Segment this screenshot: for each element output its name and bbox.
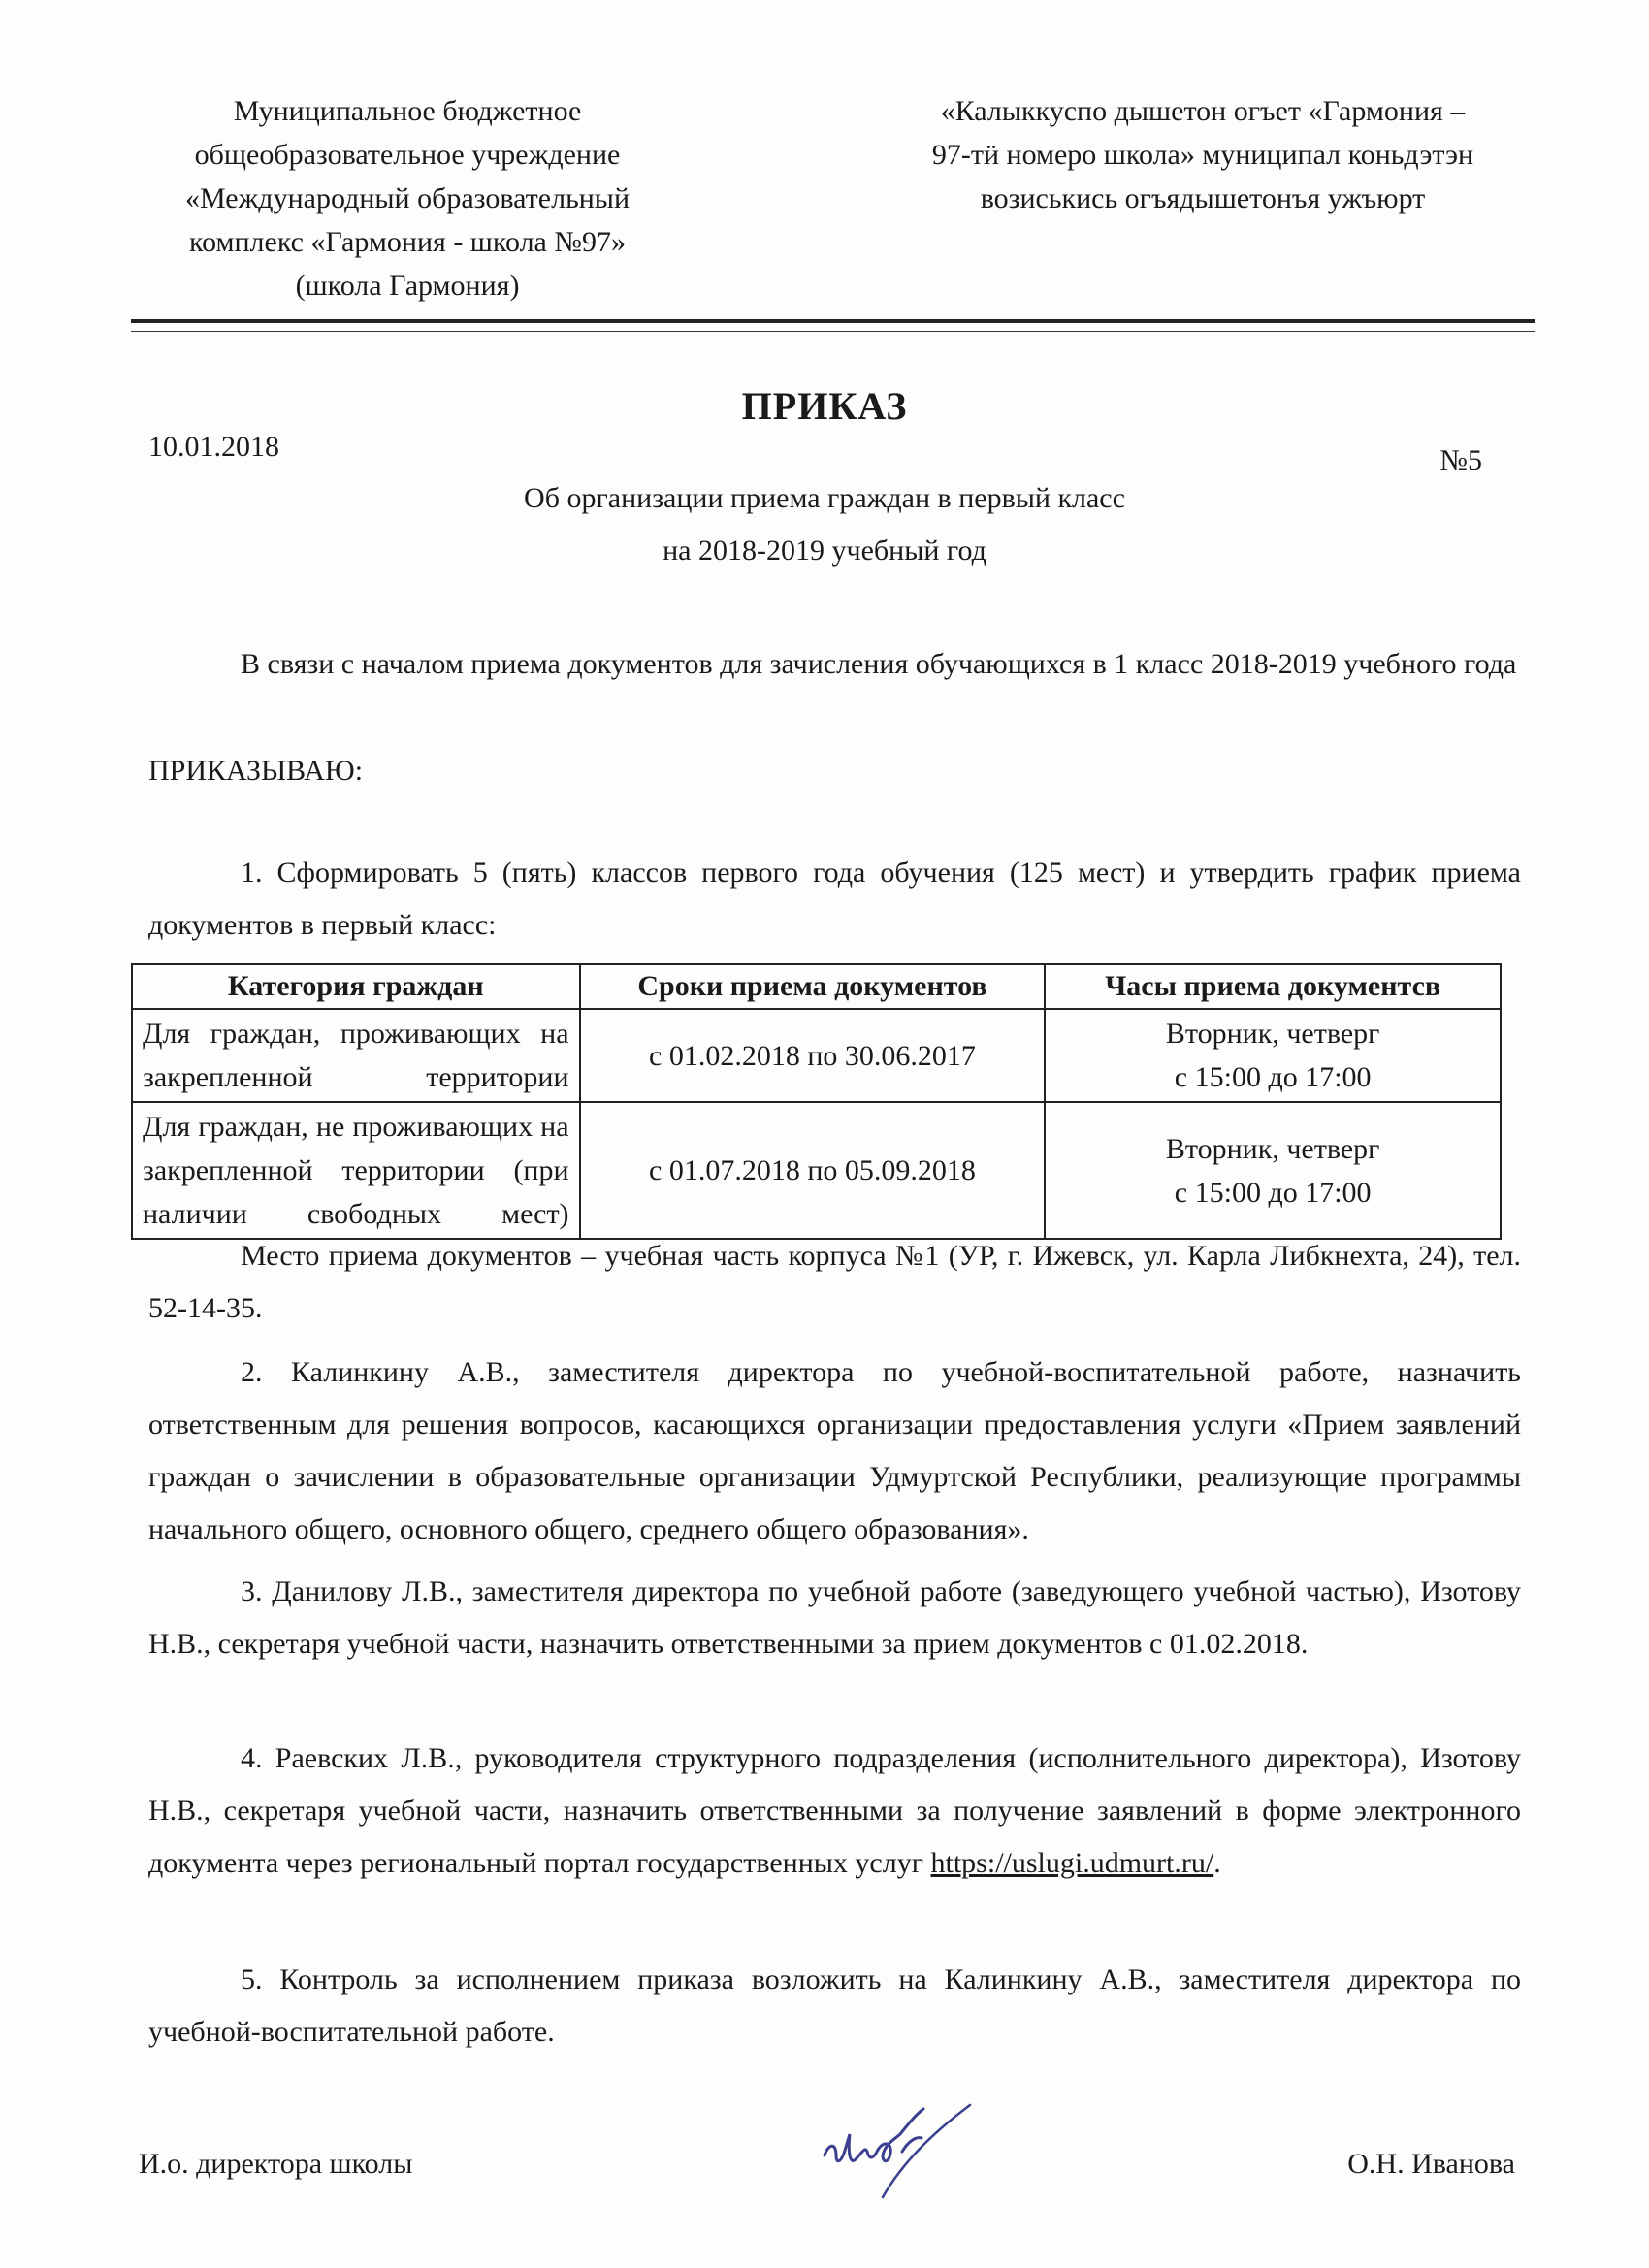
signatory-name: О.Н. Иванова	[1347, 2148, 1515, 2180]
table-row	[132, 1009, 1501, 1102]
table-cell-category	[132, 1102, 580, 1239]
handwritten-signature	[815, 2095, 980, 2207]
document-title: ПРИКАЗ	[741, 384, 908, 428]
header-left-line: «Международный образовательный	[184, 182, 630, 214]
item-5-paragraph: 5. Контроль за исполнением приказа возложить на Калинкину А.В., заместителя директора по учебной-воспитательной работе.	[148, 1963, 1521, 2048]
schedule-table	[131, 963, 1502, 1240]
table-cell-hours	[1045, 1009, 1501, 1102]
header-divider-thick	[131, 319, 1535, 323]
table-header-category: Категория граждан	[132, 964, 580, 1009]
document-number: №5	[1439, 444, 1482, 476]
item-3-paragraph: 3. Данилову Л.В., заместителя директора по учебной работе (заведующего учебной частью), Изотову Н.В., секретаря учебной части, назначить ответственными за прием документов с 01.02.2018.	[148, 1575, 1521, 1660]
item-4-paragraph	[148, 1733, 1521, 1890]
intro-paragraph: В связи с началом приема документов для зачисления обучающихся в 1 класс 2018-2019 учебного года	[241, 648, 1517, 680]
header-left-line: комплекс «Гармония - школа №97»	[189, 226, 626, 258]
table-cell-period: с 01.07.2018 по 05.09.2018	[580, 1102, 1046, 1239]
table-header-row	[132, 964, 1501, 1009]
hours-days: Вторник, четверг	[1165, 1018, 1380, 1050]
table-cell-category	[132, 1009, 580, 1102]
document-date: 10.01.2018	[148, 431, 279, 463]
header-org-name-udmurt	[863, 89, 1542, 220]
header-divider-thin	[131, 331, 1535, 332]
table-cell-hours	[1045, 1102, 1501, 1239]
portal-link[interactable]: https://uslugi.udmurt.ru/	[930, 1847, 1214, 1879]
header-right-line: возиськись огъядышетонъя ужъюрт	[980, 182, 1426, 214]
category-text: Для граждан, не проживающих на закрепленной территории (при наличии свободных мест)	[143, 1111, 569, 1230]
header-org-name-russian	[116, 89, 698, 308]
hours-days: Вторник, четверг	[1165, 1132, 1380, 1165]
header-left-line: общеобразовательное учреждение	[194, 139, 621, 171]
document-subject	[0, 472, 1649, 577]
table-header-period: Сроки приема документов	[580, 964, 1046, 1009]
signature-icon	[815, 2095, 980, 2202]
item-4-end: .	[1213, 1847, 1221, 1879]
order-word: ПРИКАЗЫВАЮ:	[148, 755, 364, 787]
header-right-line: «Калыккуспо дышетон огъет «Гармония –	[940, 95, 1466, 127]
table-header-hours: Часы приема документсв	[1045, 964, 1501, 1009]
item-2-paragraph: 2. Калинкину А.В., заместителя директора по учебной-воспитательной работе, назначить ответственным для решения вопросов, касающихся организации предоставления услуги «Прием заявлений граждан о зачислении в образовательные организации Удмуртской Республики, реализующие программы начального общего, основного общего, среднего общего образования».	[148, 1356, 1521, 1545]
signatory-position: И.о. директора школы	[139, 2148, 413, 2180]
hours-time: с 15:00 до 17:00	[1174, 1061, 1372, 1093]
place-paragraph: Место приема документов – учебная часть корпуса №1 (УР, г. Ижевск, ул. Карла Либкнехта, 24), тел. 52-14-35.	[148, 1240, 1521, 1324]
header-right-line: 97-тӥ номеро школа» муниципал коньдэтэн	[931, 139, 1474, 171]
subject-line: Об организации приема граждан в первый класс	[524, 482, 1125, 514]
item-1-paragraph: 1. Сформировать 5 (пять) классов первого года обучения (125 мест) и утвердить график приема документов в первый класс:	[148, 857, 1521, 941]
header-left-line: Муниципальное бюджетное	[233, 95, 582, 127]
table-row	[132, 1102, 1501, 1239]
item-4-text: 4. Раевских Л.В., руководителя структурного подразделения (исполнительного директора), Изотову Н.В., секретаря учебной части, назначить ответственными за получение заявлений в форме электронного документа через региональный портал государственных услуг	[148, 1742, 1521, 1879]
table-cell-period: с 01.02.2018 по 30.06.2017	[580, 1009, 1046, 1102]
hours-time: с 15:00 до 17:00	[1174, 1176, 1372, 1209]
category-text: Для граждан, проживающих на закрепленной территории	[143, 1018, 569, 1093]
subject-line: на 2018-2019 учебный год	[663, 535, 986, 567]
header-left-line: (школа Гармония)	[295, 270, 520, 302]
